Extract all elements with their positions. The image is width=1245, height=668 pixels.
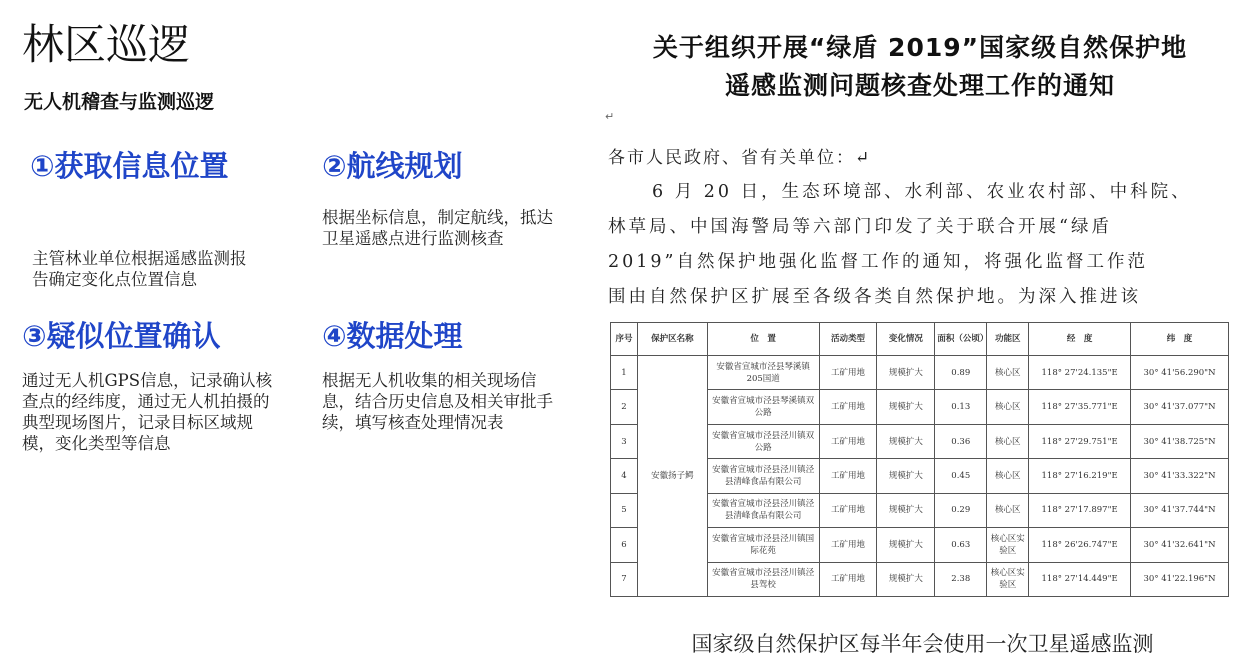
table-cell: 3 <box>611 424 638 458</box>
step-1-heading: ①获取信息位置 <box>30 149 229 183</box>
table-cell: 118° 27'14.449"E <box>1029 562 1131 596</box>
table-cell: 工矿用地 <box>819 493 877 527</box>
table-cell: 工矿用地 <box>819 459 877 493</box>
table-cell: 7 <box>611 562 638 596</box>
table-cell: 规模扩大 <box>877 356 935 390</box>
table-cell: 5 <box>611 493 638 527</box>
table-cell: 118° 26'26.747"E <box>1029 528 1131 562</box>
step-3-body: 通过无人机GPS信息，记录确认核查点的经纬度，通过无人机拍摄的典型现场图片，记录目标区域规模，变化类型等信息 <box>22 371 273 453</box>
table-cell: 118° 27'16.219"E <box>1029 459 1131 493</box>
document-title-line-1: 关于组织开展“绿盾 2019”国家级自然保护地 <box>652 33 1188 62</box>
table-cell: 安徽省宣城市泾县泾川镇双公路 <box>707 424 819 458</box>
table-cell: 4 <box>611 459 638 493</box>
table-cell-reserve-name: 安徽扬子鳄 <box>637 356 707 597</box>
table-cell: 工矿用地 <box>819 356 877 390</box>
table-cell: 核心区实验区 <box>987 528 1029 562</box>
table-header-cell: 保护区名称 <box>637 323 707 356</box>
table-cell: 6 <box>611 528 638 562</box>
table-cell: 核心区 <box>987 356 1029 390</box>
document-title-line-2: 遥感监测问题核查处理工作的通知 <box>724 71 1115 100</box>
step-4-body: 根据无人机收集的相关现场信息，结合历史信息及相关审批手续，填写核查处理情况表 <box>322 371 553 432</box>
table-cell: 30° 41'38.725"N <box>1131 424 1229 458</box>
table-header-cell: 经 度 <box>1029 323 1131 356</box>
table-cell: 规模扩大 <box>877 562 935 596</box>
table-cell: 规模扩大 <box>877 493 935 527</box>
table-cell: 30° 41'33.322"N <box>1131 459 1229 493</box>
document-line: 林草局、中国海警局等六部门印发了关于联合开展“绿盾 <box>608 217 1112 237</box>
table-cell: 0.29 <box>935 493 987 527</box>
table-cell: 规模扩大 <box>877 528 935 562</box>
table-cell: 规模扩大 <box>877 459 935 493</box>
table-cell: 规模扩大 <box>877 424 935 458</box>
table-header-cell: 纬 度 <box>1131 323 1229 356</box>
slide-title: 林区巡逻 <box>22 20 191 69</box>
document-caption: 国家级自然保护区每半年会使用一次卫星遥感监测 <box>691 632 1154 656</box>
step-1-body: 主管林业单位根据遥感监测报告确定变化点位置信息 <box>32 249 247 289</box>
step-4-heading: ④数据处理 <box>322 319 463 353</box>
step-3-heading: ③疑似位置确认 <box>22 319 221 353</box>
table-cell: 安徽省宣城市泾县泾川镇泾县清峰食品有限公司 <box>707 459 819 493</box>
table-header-cell: 功能区 <box>987 323 1029 356</box>
table-cell: 118° 27'17.897"E <box>1029 493 1131 527</box>
document-line: 围由自然保护区扩展至各级各类自然保护地。为深入推进该 <box>608 287 1141 307</box>
inspection-table <box>610 322 1229 597</box>
table-cell: 0.45 <box>935 459 987 493</box>
table-cell: 0.63 <box>935 528 987 562</box>
table-cell: 安徽省宣城市泾县泾川镇国际花苑 <box>707 528 819 562</box>
table-cell: 30° 41'56.290"N <box>1131 356 1229 390</box>
table-cell: 安徽省宣城市泾县泾川镇泾县驾校 <box>707 562 819 596</box>
table-cell: 安徽省宣城市泾县泾川镇泾县清峰食品有限公司 <box>707 493 819 527</box>
table-cell: 0.13 <box>935 390 987 424</box>
table-header-cell: 面积（公顷） <box>935 323 987 356</box>
table-cell: 30° 41'32.641"N <box>1131 528 1229 562</box>
table-cell: 核心区 <box>987 390 1029 424</box>
step-2-body: 根据坐标信息，制定航线，抵达卫星遥感点进行监测核查 <box>322 208 553 248</box>
table-row <box>611 356 1229 390</box>
table-cell: 118° 27'29.751"E <box>1029 424 1131 458</box>
step-2-heading: ②航线规划 <box>322 149 463 183</box>
table-cell: 2 <box>611 390 638 424</box>
table-header-cell: 变化情况 <box>877 323 935 356</box>
table-cell: 核心区实验区 <box>987 562 1029 596</box>
table-cell: 30° 41'37.744"N <box>1131 493 1229 527</box>
slide-subtitle: 无人机稽查与监测巡逻 <box>24 91 215 113</box>
table-cell: 核心区 <box>987 493 1029 527</box>
document-line: 2019”自然保护地强化监督工作的通知，将强化监督工作范 <box>608 252 1148 272</box>
table-cell: 30° 41'22.196"N <box>1131 562 1229 596</box>
table-cell: 安徽省宣城市泾县琴溪镇205国道 <box>707 356 819 390</box>
table-header-row <box>611 323 1229 356</box>
table-cell: 2.38 <box>935 562 987 596</box>
table-cell: 核心区 <box>987 424 1029 458</box>
table-cell: 工矿用地 <box>819 562 877 596</box>
table-cell: 规模扩大 <box>877 390 935 424</box>
table-cell: 工矿用地 <box>819 390 877 424</box>
table-cell: 核心区 <box>987 459 1029 493</box>
table-cell: 0.36 <box>935 424 987 458</box>
table-cell: 安徽省宣城市泾县琴溪镇双公路 <box>707 390 819 424</box>
table-header-cell: 位 置 <box>707 323 819 356</box>
table-cell: 118° 27'35.771"E <box>1029 390 1131 424</box>
table-cell: 1 <box>611 356 638 390</box>
table-cell: 118° 27'24.135"E <box>1029 356 1131 390</box>
table-cell: 30° 41'37.077"N <box>1131 390 1229 424</box>
document-salutation: 各市人民政府、省有关单位：↵ <box>608 148 872 168</box>
document-line: 6 月 20 日，生态环境部、水利部、农业农村部、中科院、 <box>652 182 1192 202</box>
table-cell: 工矿用地 <box>819 424 877 458</box>
table-header-cell: 活动类型 <box>819 323 877 356</box>
table-cell: 工矿用地 <box>819 528 877 562</box>
paragraph-mark: ↵ <box>605 110 615 123</box>
table-cell: 0.89 <box>935 356 987 390</box>
table-header-cell: 序号 <box>611 323 638 356</box>
